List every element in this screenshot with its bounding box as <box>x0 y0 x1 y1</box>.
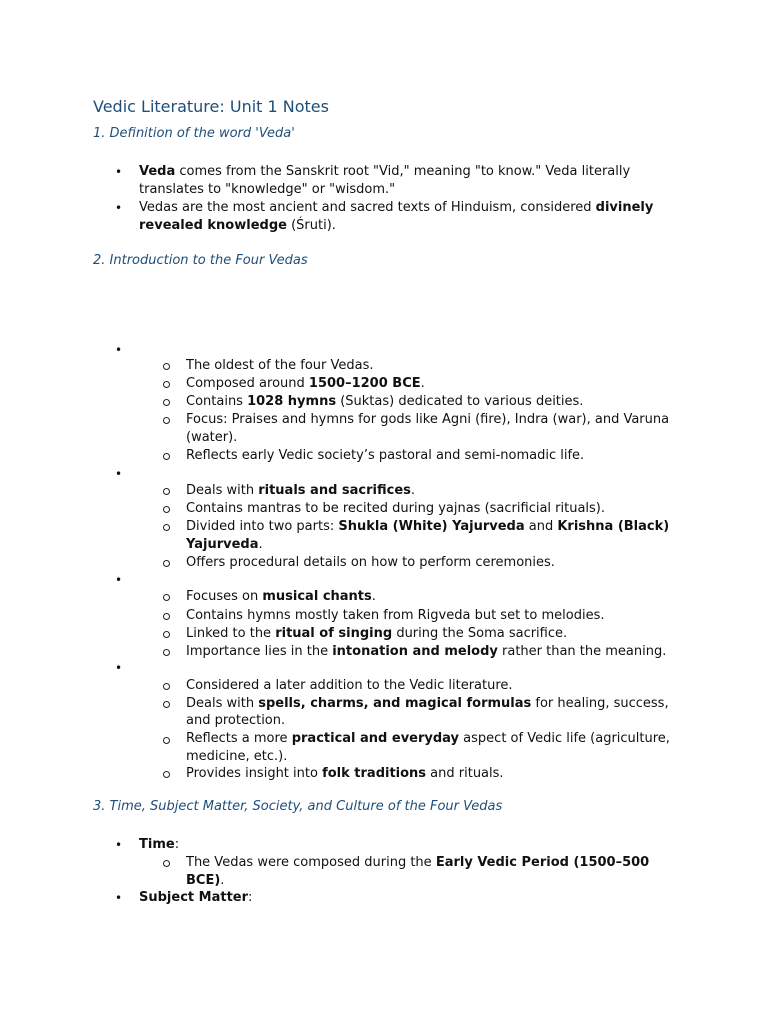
bullet-icon: • <box>115 838 123 852</box>
circle-bullet-icon <box>163 417 170 424</box>
circle-bullet-icon <box>163 381 170 388</box>
yajur-item-3a: Divided into two parts: Shukla (White) Yajurveda and Krishna (Black) <box>186 519 670 534</box>
circle-bullet-icon <box>163 701 170 708</box>
circle-bullet-icon <box>163 631 170 638</box>
rig-item-3: Contains 1028 hymns (Suktas) dedicated to various deities. <box>186 394 584 409</box>
bullet-icon: • <box>115 467 123 481</box>
s1-line-1b: translates to "knowledge" or "wisdom." <box>139 182 396 197</box>
atharva-item-4: Provides insight into folk traditions and rituals. <box>186 766 504 781</box>
time-item-1b: BCE). <box>186 873 225 888</box>
circle-bullet-icon <box>163 594 170 601</box>
circle-bullet-icon <box>163 506 170 513</box>
bullet-icon: • <box>115 201 123 215</box>
section-3-heading: 3. Time, Subject Matter, Society, and Culture of the Four Vedas <box>93 799 503 814</box>
circle-bullet-icon <box>163 860 170 867</box>
s1-line-2b: revealed knowledge (Śruti). <box>139 218 336 233</box>
yajur-item-2: Contains mantras to be recited during yajnas (sacrificial rituals). <box>186 501 606 516</box>
rig-item-4b: (water). <box>186 430 238 445</box>
rig-item-5: Reflects early Vedic society’s pastoral and semi-nomadic life. <box>186 448 585 463</box>
sama-item-4: Importance lies in the intonation and melody rather than the meaning. <box>186 644 667 659</box>
atharva-item-3a: Reflects a more practical and everyday aspect of Vedic life (agriculture, <box>186 731 670 746</box>
circle-bullet-icon <box>163 363 170 370</box>
bullet-icon: • <box>115 165 123 179</box>
atharva-item-1: Considered a later addition to the Vedic literature. <box>186 678 513 693</box>
section-2-heading: 2. Introduction to the Four Vedas <box>93 253 308 268</box>
sama-item-1: Focuses on musical chants. <box>186 589 376 604</box>
rig-item-1: The oldest of the four Vedas. <box>186 358 374 373</box>
document-title: Vedic Literature: Unit 1 Notes <box>93 97 329 116</box>
circle-bullet-icon <box>163 399 170 406</box>
circle-bullet-icon <box>163 613 170 620</box>
bullet-icon: • <box>115 343 123 357</box>
circle-bullet-icon <box>163 771 170 778</box>
bullet-icon: • <box>115 573 123 587</box>
section-1-heading: 1. Definition of the word 'Veda' <box>93 126 295 141</box>
circle-bullet-icon <box>163 683 170 690</box>
sama-item-2: Contains hymns mostly taken from Rigveda but set to melodies. <box>186 608 605 623</box>
atharva-item-2b: and protection. <box>186 713 286 728</box>
s1-line-2a: Vedas are the most ancient and sacred texts of Hinduism, considered divinely <box>139 200 654 215</box>
circle-bullet-icon <box>163 488 170 495</box>
time-label: Time: <box>139 837 180 852</box>
yajur-item-4: Offers procedural details on how to perform ceremonies. <box>186 555 555 570</box>
s1-line-1a: Veda comes from the Sanskrit root "Vid," meaning "to know." Veda literally <box>139 164 631 179</box>
atharva-item-3b: medicine, etc.). <box>186 749 288 764</box>
circle-bullet-icon <box>163 560 170 567</box>
circle-bullet-icon <box>163 524 170 531</box>
circle-bullet-icon <box>163 649 170 656</box>
atharva-item-2a: Deals with spells, charms, and magical formulas for healing, success, <box>186 696 669 711</box>
circle-bullet-icon <box>163 453 170 460</box>
subject-matter-label: Subject Matter: <box>139 890 253 905</box>
sama-item-3: Linked to the ritual of singing during the Soma sacrifice. <box>186 626 568 641</box>
rig-item-2: Composed around 1500–1200 BCE. <box>186 376 425 391</box>
circle-bullet-icon <box>163 737 170 744</box>
time-item-1a: The Vedas were composed during the Early Vedic Period (1500–500 <box>186 855 650 870</box>
bullet-icon: • <box>115 661 123 675</box>
rig-item-4a: Focus: Praises and hymns for gods like Agni (fire), Indra (war), and Varuna <box>186 412 670 427</box>
bullet-icon: • <box>115 891 123 905</box>
yajur-item-3b: Yajurveda. <box>186 537 263 552</box>
yajur-item-1: Deals with rituals and sacrifices. <box>186 483 416 498</box>
